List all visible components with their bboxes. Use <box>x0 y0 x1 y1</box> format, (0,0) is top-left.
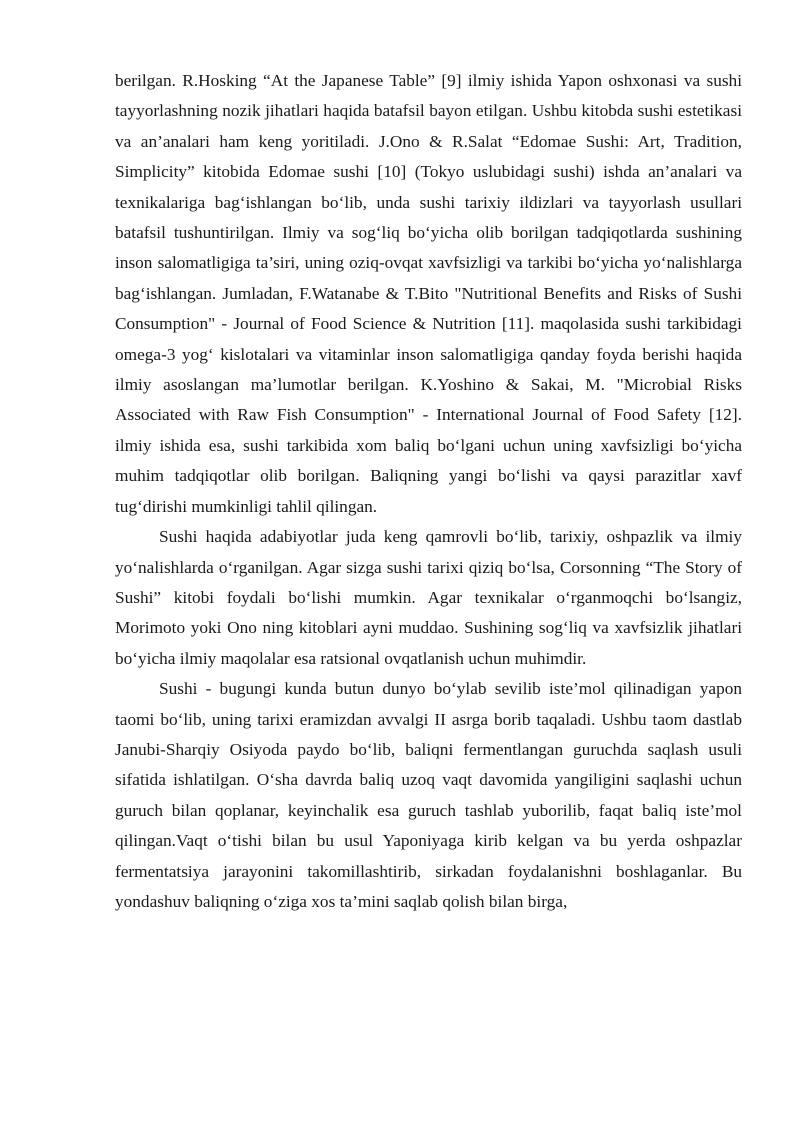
paragraph-literature-summary: Sushi haqida adabiyotlar juda keng qamrovli bo‘lib, tarixiy, oshpazlik va ilmiy yo‘nalishlarda o‘rganilgan. Agar sizga sushi tarixi qiziq bo‘lsa, Corsonning “The Story of Sushi” kitobi foydali bo‘lishi mumkin. Agar texnikalar o‘rganmoqchi bo‘lsangiz, Morimoto yoki Ono ning kitoblari ayni muddao. Sushining sog‘liq va xavfsizlik jihatlari bo‘yicha ilmiy maqolalar esa ratsional ovqatlanish uchun muhimdir. <box>115 527 742 668</box>
document-page <box>115 66 742 917</box>
paragraph-sushi-history: Sushi - bugungi kunda butun dunyo bo‘ylab sevilib iste’mol qilinadigan yapon taomi bo‘lib, uning tarixi eramizdan avvalgi II asrga borib taqaladi. Ushbu taom dastlab Janubi-Sharqiy Osiyoda paydo bo‘lib, baliqni fermentlangan guruchda saqlash usuli sifatida ishlatilgan. O‘sha davrda baliq uzoq vaqt davomida yangiligini saqlashi uchun guruch bilan qoplanar, keyinchalik esa guruch tashlab yuborilib, faqat baliq iste’mol qilingan.Vaqt o‘tishi bilan bu usul Yaponiyaga kirib kelgan va bu yerda oshpazlar fermentatsiya jarayonini takomillashtirib, sirkadan foydalanishni boshlaganlar. Bu yondashuv baliqning o‘ziga xos ta’mini saqlab qolish bilan birga, <box>115 679 742 911</box>
paragraph-continued: berilgan. R.Hosking “At the Japanese Table” [9] ilmiy ishida Yapon oshxonasi va sushi tayyorlashning nozik jihatlari haqida batafsil bayon etilgan. Ushbu kitobda sushi estetikasi va an’analari ham keng yoritiladi. J.Ono & R.Salat “Edomae Sushi: Art, Tradition, Simplicity” kitobida Edomae sushi [10] (Tokyo uslubidagi sushi) ishda an’analari va texnikalariga bag‘ishlangan bo‘lib, unda sushi tarixiy ildizlari va tayyorlash usullari batafsil tushuntirilgan. Ilmiy va sog‘liq bo‘yicha olib borilgan tadqiqotlarda sushining inson salomatligiga ta’siri, uning oziq-ovqat xavfsizligi va tarkibi bo‘yicha yo‘nalishlarga bag‘ishlangan. Jumladan, F.Watanabe & T.Bito "Nutritional Benefits and Risks of Sushi Consumption" - Journal of Food Science & Nutrition [11]. maqolasida sushi tarkibidagi omega-3 yog‘ kislotalari va vitaminlar inson salomatligiga qanday foyda berishi haqida ilmiy asoslangan ma’lumotlar berilgan. K.Yoshino & Sakai, M. "Microbial Risks Associated with Raw Fish Consumption" - International Journal of Food Safety [12]. ilmiy ishida esa, sushi tarkibida xom baliq bo‘lgani uchun uning xavfsizligi bo‘yicha muhim tadqiqotlar olib borilgan. Baliqning yangi bo‘lishi va qaysi parazitlar xavf tug‘dirishi mumkinligi tahlil qilingan. <box>115 71 742 516</box>
